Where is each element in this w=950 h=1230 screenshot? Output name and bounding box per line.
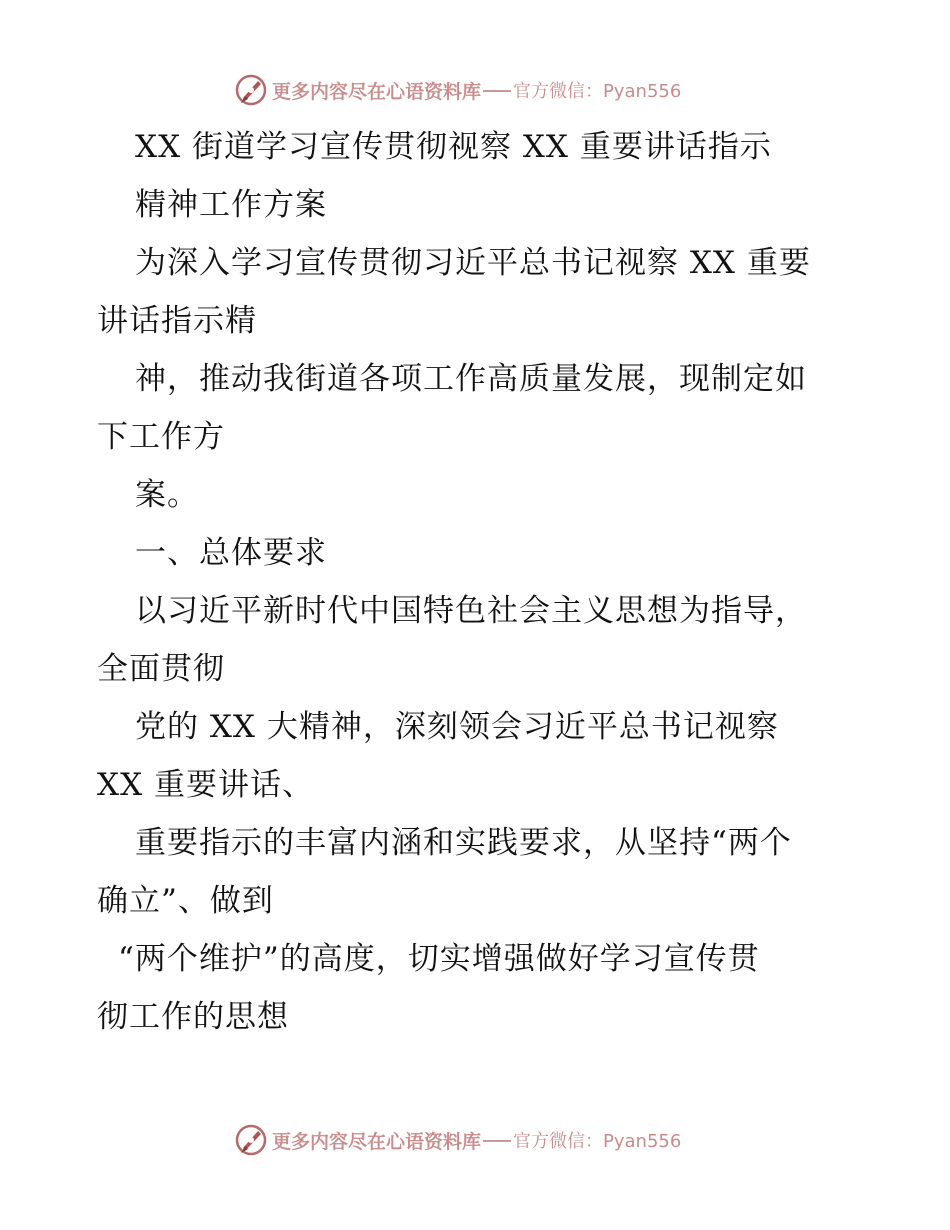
paragraph-line: XX 重要讲话、 [97, 767, 314, 803]
paragraph-line: 确立”、做到 [97, 883, 274, 919]
document-title-line-1: XX 街道学习宣传贯彻视察 XX 重要讲话指示 [135, 129, 772, 165]
watermark-text: 更多内容尽在心语资料库 [272, 1130, 482, 1153]
header-watermark [234, 72, 681, 108]
watermark-dash [483, 1140, 511, 1142]
paragraph-line: “两个维护”的高度，切实增强做好学习宣传贯 [118, 941, 760, 977]
quill-logo-icon [234, 1123, 268, 1157]
paragraph-line: 党的 XX 大精神，深刻领会习近平总书记视察 [135, 709, 779, 745]
paragraph-line: 为深入学习宣传贯彻习近平总书记视察 XX 重要 [135, 245, 811, 281]
paragraph-line: 案。 [135, 477, 199, 513]
watermark-wechat: 官方微信：Pyan556 [513, 1131, 682, 1152]
paragraph-line: 重要指示的丰富内涵和实践要求，从坚持“两个 [135, 825, 792, 861]
paragraph-line: 下工作方 [97, 419, 225, 455]
paragraph-line: 讲话指示精 [97, 303, 257, 339]
section-heading: 一、总体要求 [135, 535, 327, 571]
paragraph-line: 彻工作的思想 [97, 999, 289, 1035]
watermark-text: 更多内容尽在心语资料库 [272, 80, 482, 103]
quill-logo-icon [234, 73, 268, 107]
paragraph-line: 神，推动我街道各项工作高质量发展，现制定如 [135, 361, 807, 397]
document-title-line-2: 精神工作方案 [135, 187, 327, 223]
watermark-dash [483, 90, 511, 92]
footer-watermark [234, 1122, 681, 1158]
paragraph-line: 以习近平新时代中国特色社会主义思想为指导， [135, 593, 807, 629]
watermark-wechat: 官方微信：Pyan556 [513, 81, 682, 102]
paragraph-line: 全面贯彻 [97, 651, 225, 687]
